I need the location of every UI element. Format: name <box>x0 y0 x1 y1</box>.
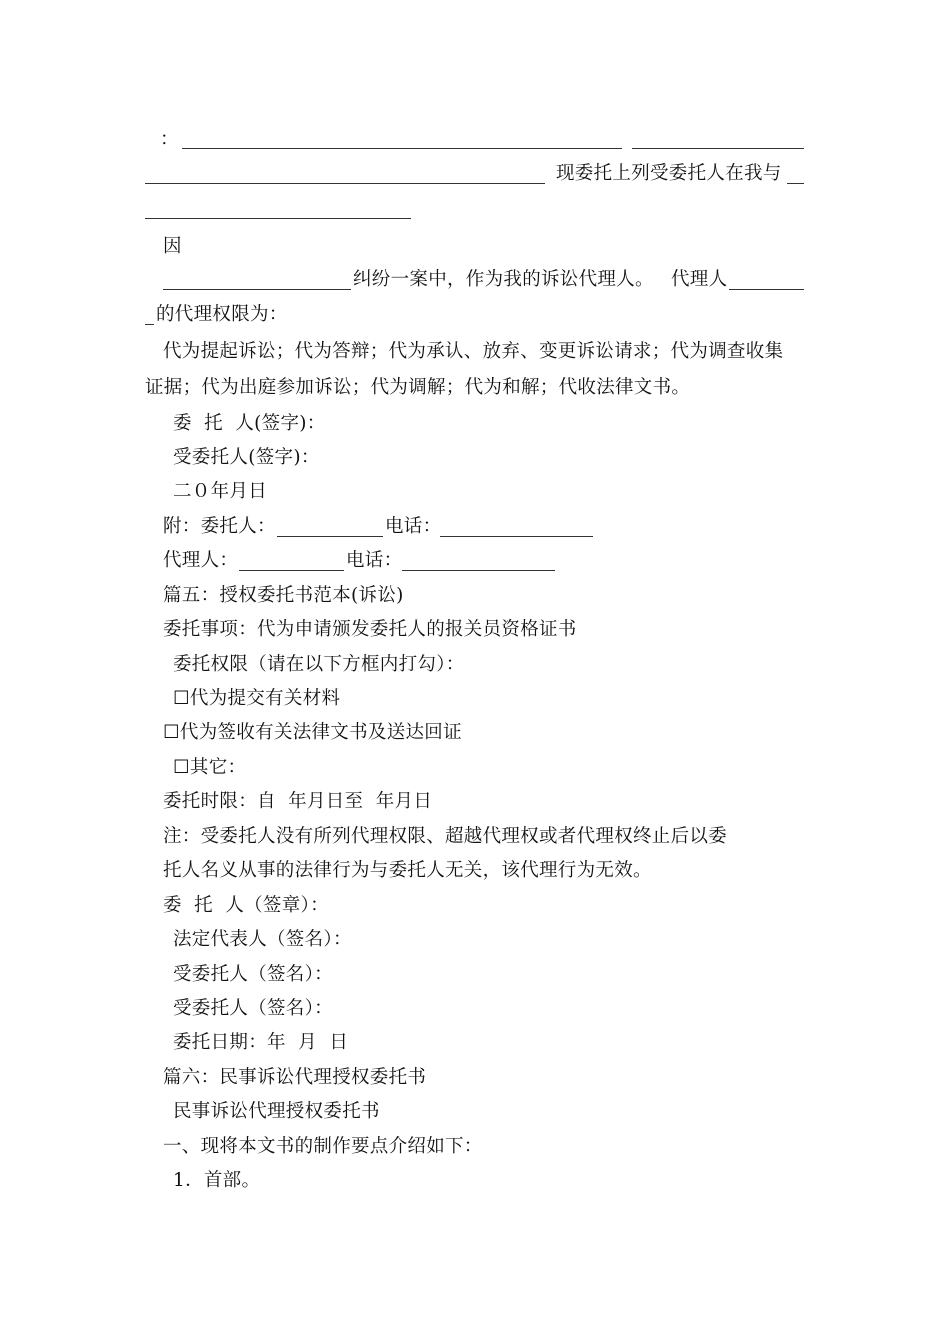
blank-underline <box>729 289 804 290</box>
blank-underline <box>440 536 593 537</box>
blank-underline <box>787 183 804 184</box>
authority-list-text: 代为提起诉讼；代为答辩；代为承认、放弃、变更诉讼请求；代为调查收集 <box>163 341 784 362</box>
agent-signature-label: 受委托人（签名）： <box>173 998 333 1019</box>
checkbox-icon: ☐ <box>173 757 190 778</box>
item-heading: 1．首部。 <box>173 1170 261 1191</box>
entrust-date-label: 委托日期：年 月 日 <box>173 1032 349 1053</box>
agent-signature-label: 受委托人（签名）： <box>173 964 333 985</box>
case-text: 纠纷一案中，作为我的诉讼代理人。 <box>353 269 654 290</box>
checkbox-icon: ☐ <box>163 722 180 743</box>
entrusted-period-text: 委托时限：自 年月日至 年月日 <box>163 791 433 812</box>
principal-signature-label: 委 托 人(签字)： <box>173 413 326 434</box>
blank-underline <box>145 183 545 184</box>
delegation-text: 现委托上列受委托人在我与 <box>556 163 782 184</box>
checkbox-label: 代为提交有关材料 <box>189 688 341 709</box>
cause-text: 因 <box>163 236 182 257</box>
document-title: 民事诉讼代理授权委托书 <box>173 1101 380 1122</box>
blank-underline <box>163 289 351 290</box>
checkbox-label: 代为签收有关法律文书及送达回证 <box>179 722 462 743</box>
authority-scope-text: 的代理权限为： <box>156 304 288 325</box>
entrusted-matter-text: 委托事项：代为申请颁发委托人的报关员资格证书 <box>163 619 577 640</box>
section-heading: 篇六：民事诉讼代理授权委托书 <box>163 1067 427 1088</box>
blank-underline <box>239 570 344 571</box>
blank-underline <box>277 536 383 537</box>
colon-text: ： <box>160 129 179 150</box>
agent-label: 代理人 <box>671 269 728 290</box>
agent-signature-label: 受委托人(签字)： <box>173 447 320 468</box>
date-label: 二０年月日 <box>173 481 268 502</box>
blank-underline <box>145 324 154 325</box>
phone-label: 电话： <box>346 550 403 571</box>
principal-seal-label: 委 托 人（签章）： <box>163 895 329 916</box>
section-heading: 篇五：授权委托书范本(诉讼) <box>163 585 404 606</box>
checkbox-icon: ☐ <box>173 688 190 709</box>
checkbox-option <box>173 687 340 711</box>
intro-text: 一、现将本文书的制作要点介绍如下： <box>163 1136 483 1157</box>
note-text: 注：受委托人没有所列代理权限、超越代理权或者代理权终止后以委 <box>163 826 728 847</box>
authority-list-text: 证据；代为出庭参加诉讼；代为调解；代为和解；代收法律文书。 <box>145 377 691 398</box>
checkbox-label: 其它： <box>189 757 247 778</box>
blank-underline <box>632 148 804 149</box>
blank-underline <box>182 148 622 149</box>
principal-label: 附：委托人： <box>163 516 276 537</box>
note-text: 托人名义从事的法律行为与委托人无关，该代理行为无效。 <box>163 860 652 881</box>
blank-underline <box>145 218 411 219</box>
authority-instruction-text: 委托权限（请在以下方框内打勾）： <box>173 654 465 675</box>
checkbox-option <box>163 721 462 745</box>
agent-label: 代理人： <box>163 550 239 571</box>
blank-underline <box>402 570 555 571</box>
legal-rep-signature-label: 法定代表人（签名）： <box>173 929 352 950</box>
checkbox-option <box>173 756 246 780</box>
phone-label: 电话： <box>385 516 442 537</box>
